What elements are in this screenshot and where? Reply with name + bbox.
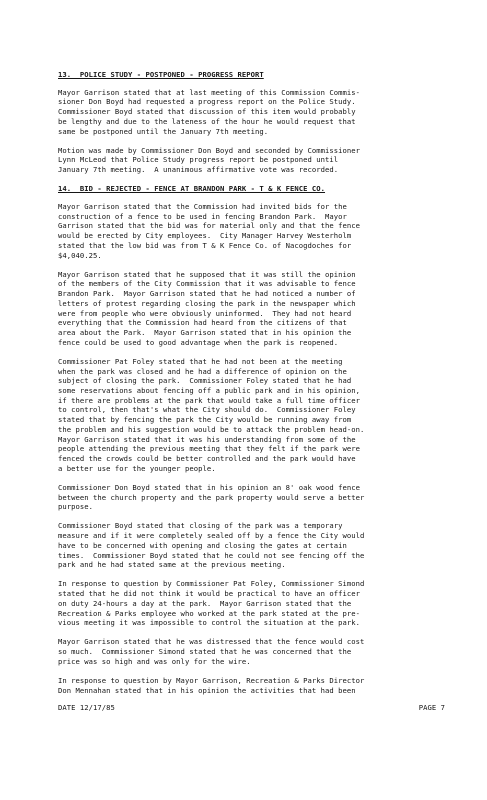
section-heading: 13. POLICE STUDY - POSTPONED - PROGRESS REPORT [58, 70, 264, 79]
paragraph: Commissioner Boyd stated that closing of the park was a temporary measure and if it were completely sealed off by a fence the City would have to be concerned with opening and closing the gates at certain times. Commissioner Boyd stated that he could not see fencing off the park and he had stated same at the previous meeting. [58, 521, 365, 570]
paragraph: Commissioner Don Boyd stated that in his opinion an 8' oak wood fence between the church property and the park property would serve a better purpose. [58, 482, 365, 512]
paragraph: Mayor Garrison stated that he supposed that it was still the opinion of the members of the City Commission that it was advisable to fence Brandon Park. Mayor Garrison stated that he had noticed a number of letters of protest regarding closing the park in the newspaper which were from people who were obviously uninformed. They had not heard everything that the Commission had heard from the citizens of that area about the Park. Mayor Garrison stated that in his opinion the fence could be used to good advantage when the park is reopened. [58, 269, 356, 347]
section-fence-bid [58, 184, 447, 695]
footer-page-number: PAGE 7 [418, 703, 445, 712]
paragraph: In response to question by Mayor Garrison, Recreation & Parks Director Don Mennahan stated that in his opinion the activities that had been [58, 676, 365, 695]
paragraph: Commissioner Pat Foley stated that he had not been at the meeting when the park was closed and he had a difference of opinion on the subject of closing the park. Commissioner Foley stated that he had some reservations about fencing off a public park and in his opinion, if there are problems at the park that would take a full time officer to control, then that's what the City should do. Commissioner Foley stated that by fencing the park the City would be running away from the problem and his suggestion would be to attack the problem head-on. Mayor Garrison stated that it was his understanding from some of the people attending the previous meeting that they felt if the park were fenced the crowds could be better controlled and the park would have a better use for the younger people. [58, 356, 365, 473]
paragraph: Motion was made by Commissioner Don Boyd and seconded by Commissioner Lynn McLeod that Police Study progress report be postponed until January 7th meeting. A unanimous affirmative vote was recorded. [58, 145, 361, 175]
section-police-study [58, 70, 447, 175]
paragraph: In response to question by Commissioner Pat Foley, Commissioner Simond stated that he did not think it would be practical to have an officer on duty 24-hours a day at the park. Mayor Garrison stated that the Recreation & Parks employee who worked at the park stated at the pre- vious meeting it was impossible to control the situation at the park. [58, 579, 365, 628]
paragraph: Mayor Garrison stated that the Commission had invited bids for the construction of a fence to be used in fencing Brandon Park. Mayor Garrison stated that the bid was for material only and that the fence would be erected by City employees. City Manager Harvey Westerholm stated that the low bid was from T & K Fence Co. of Nacogdoches for $4,040.25. [58, 202, 361, 260]
page-footer [58, 703, 447, 713]
section-heading: 14. BID - REJECTED - FENCE AT BRANDON PARK - T & K FENCE CO. [58, 184, 326, 194]
footer-date: DATE 12/17/85 [58, 703, 115, 712]
paragraph: Mayor Garrison stated that at last meeting of this Commission Commis- sioner Don Boyd had requested a progress report on the Police Study. Commissioner Boyd stated that discussion of this item would probably be lengthy and due to the lateness of the hour he would request that same be postponed until the January 7th meeting. [58, 87, 361, 136]
paragraph: Mayor Garrison stated that he was distressed that the fence would cost so much. Commissioner Simond stated that he was concerned that the price was so high and was only for the wire. [58, 637, 365, 666]
